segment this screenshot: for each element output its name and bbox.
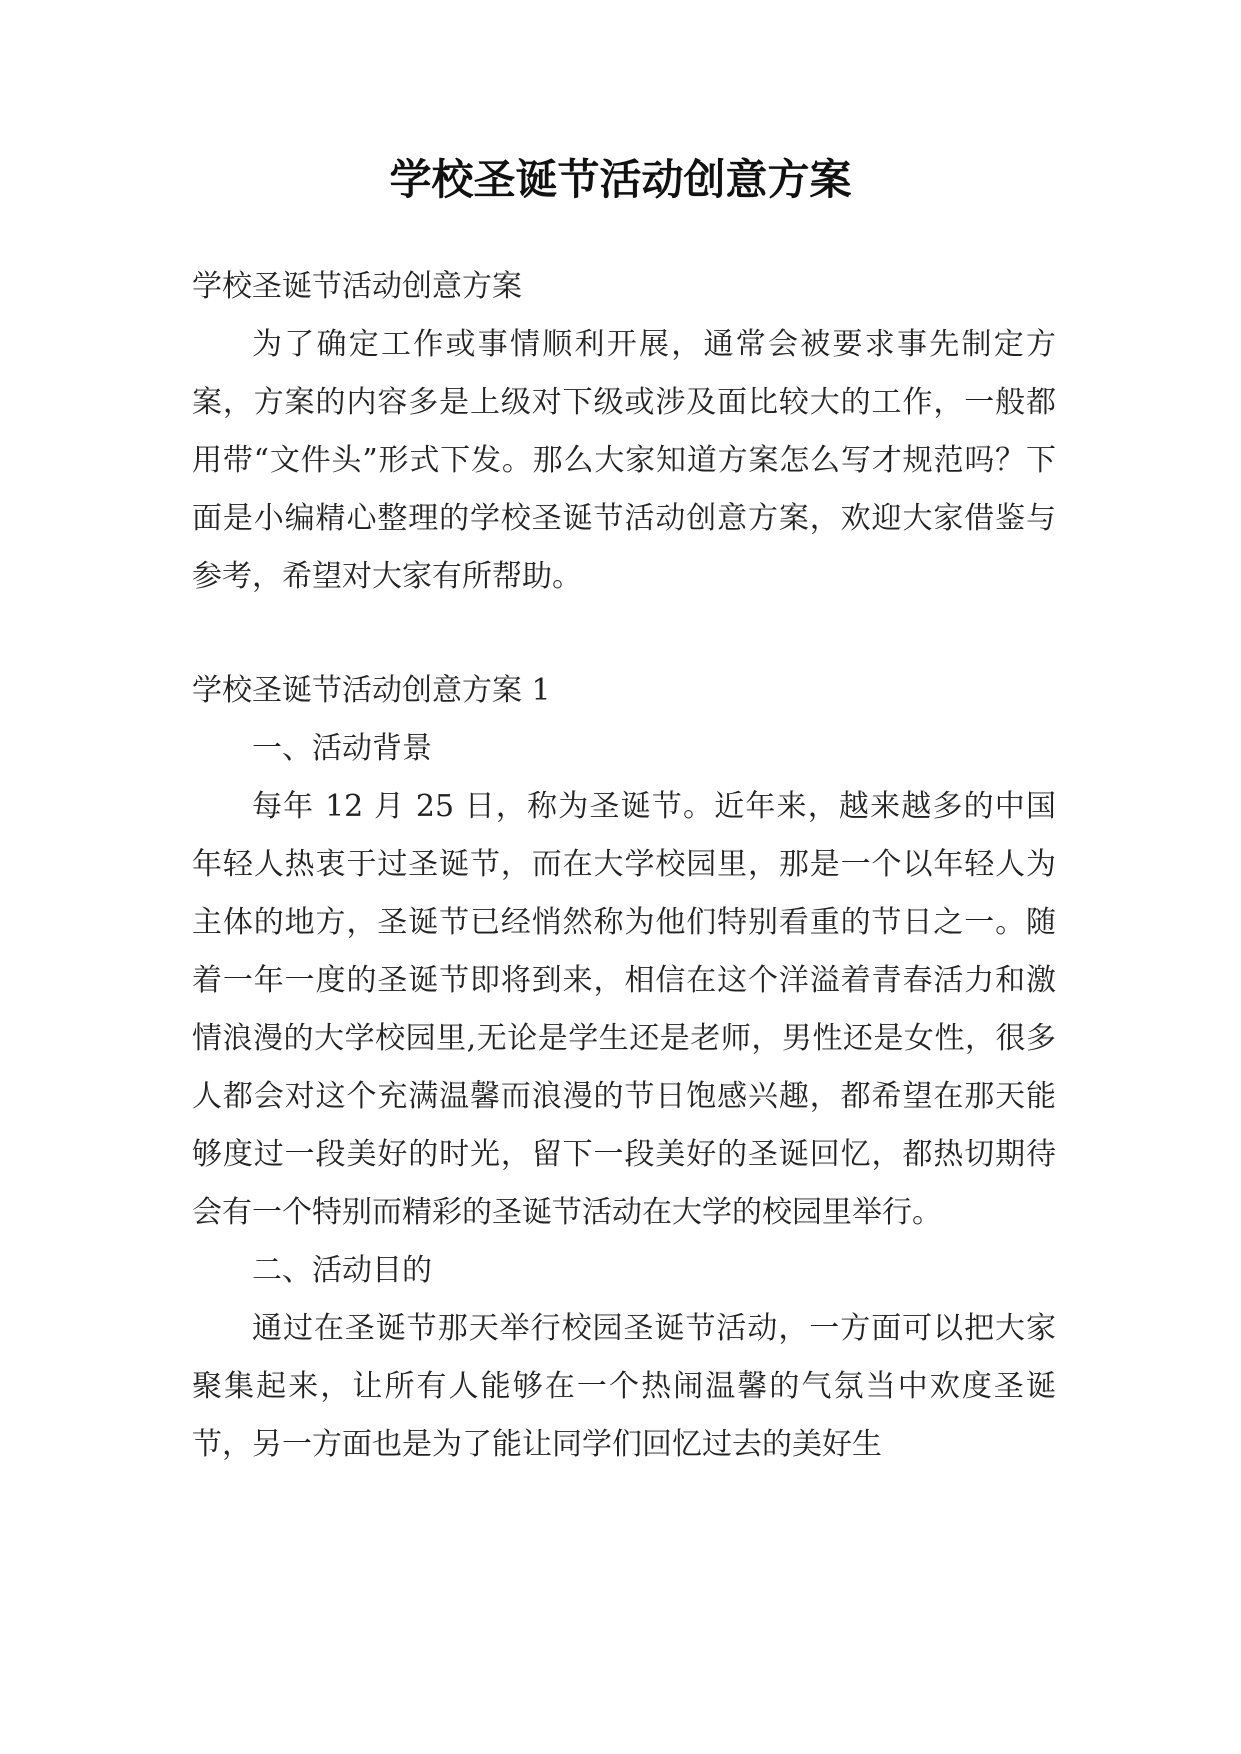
background-paragraph: 每年 12 月 25 日，称为圣诞节。近年来，越来越多的中国年轻人热衷于过圣诞节，而在大学校园里，那是一个以年轻人为主体的地方，圣诞节已经悄然称为他们特别看重的节日之一。随着一年一度的圣诞节即将到来，相信在这个洋溢着青春活力和激情浪漫的大学校园里,无论是学生还是老师，男性还是女性，很多人都会对这个充满温馨而浪漫的节日饱感兴趣，都希望在那天能够度过一段美好的时光，留下一段美好的圣诞回忆，都热切期待会有一个特别而精彩的圣诞节活动在大学的校园里举行。 bbox=[192, 789, 1056, 1230]
document-title: 学校圣诞节活动创意方案 bbox=[389, 155, 852, 204]
purpose-paragraph: 通过在圣诞节那天举行校园圣诞节活动，一方面可以把大家聚集起来，让所有人能够在一个热闹温馨的气氛当中欢度圣诞节，另一方面也是为了能让同学们回忆过去的美好生 bbox=[192, 1311, 1056, 1462]
document-subtitle: 学校圣诞节活动创意方案 bbox=[192, 269, 522, 304]
section-heading: 学校圣诞节活动创意方案 1 bbox=[192, 673, 551, 708]
document-body bbox=[192, 258, 1056, 1474]
subsection-heading-background: 一、活动背景 bbox=[252, 731, 432, 766]
intro-paragraph: 为了确定工作或事情顺利开展，通常会被要求事先制定方案，方案的内容多是上级对下级或涉及面比较大的工作，一般都用带“文件头”形式下发。那么大家知道方案怎么写才规范吗？下面是小编精心整理的学校圣诞节活动创意方案，欢迎大家借鉴与参考，希望对大家有所帮助。 bbox=[192, 327, 1056, 594]
subsection-heading-purpose: 二、活动目的 bbox=[252, 1253, 432, 1288]
